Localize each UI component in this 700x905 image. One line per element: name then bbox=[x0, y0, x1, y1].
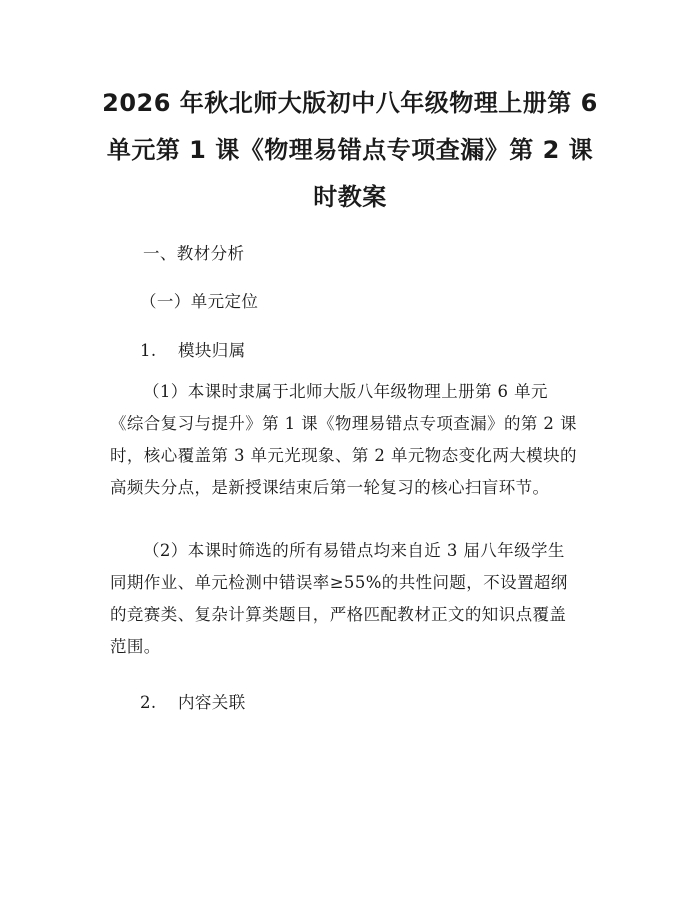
paragraph-1-line-4: 高频失分点，是新授课结束后第一轮复习的核心扫盲环节。 bbox=[110, 478, 550, 497]
paragraph-1 bbox=[110, 376, 600, 504]
paragraph-1-line-2: 《综合复习与提升》第 1 课《物理易错点专项查漏》的第 2 课 bbox=[110, 414, 577, 433]
document-title bbox=[100, 80, 600, 221]
section-heading-text: 一、教材分析 bbox=[143, 244, 245, 263]
list-item-1-heading bbox=[140, 335, 630, 367]
list-item-2-label: 内容关联 bbox=[178, 693, 246, 712]
subsection-heading-text: （一）单元定位 bbox=[140, 292, 259, 311]
list-item-1-number: 1. bbox=[140, 341, 157, 360]
list-item-2-heading bbox=[140, 687, 630, 719]
paragraph-2-line-4: 范围。 bbox=[110, 637, 161, 656]
paragraph-2-line-3: 的竞赛类、复杂计算类题目，严格匹配教材正文的知识点覆盖 bbox=[110, 605, 567, 624]
list-item-1-label: 模块归属 bbox=[178, 341, 246, 360]
title-line-3: 时教案 bbox=[313, 183, 387, 211]
paragraph-2-line-1: （2）本课时筛选的所有易错点均来自近 3 届八年级学生 bbox=[143, 541, 565, 560]
title-line-1: 2026 年秋北师大版初中八年级物理上册第 6 bbox=[102, 89, 598, 117]
list-item-2-number: 2. bbox=[140, 693, 157, 712]
paragraph-1-line-1: （1）本课时隶属于北师大版八年级物理上册第 6 单元 bbox=[143, 382, 548, 401]
paragraph-2 bbox=[110, 535, 600, 663]
title-line-2: 单元第 1 课《物理易错点专项查漏》第 2 课 bbox=[106, 136, 594, 164]
subsection-heading bbox=[140, 286, 630, 318]
paragraph-1-line-3: 时，核心覆盖第 3 单元光现象、第 2 单元物态变化两大模块的 bbox=[110, 446, 577, 465]
paragraph-2-line-2: 同期作业、单元检测中错误率≥55%的共性问题，不设置超纲 bbox=[110, 573, 568, 592]
section-heading bbox=[143, 238, 633, 270]
